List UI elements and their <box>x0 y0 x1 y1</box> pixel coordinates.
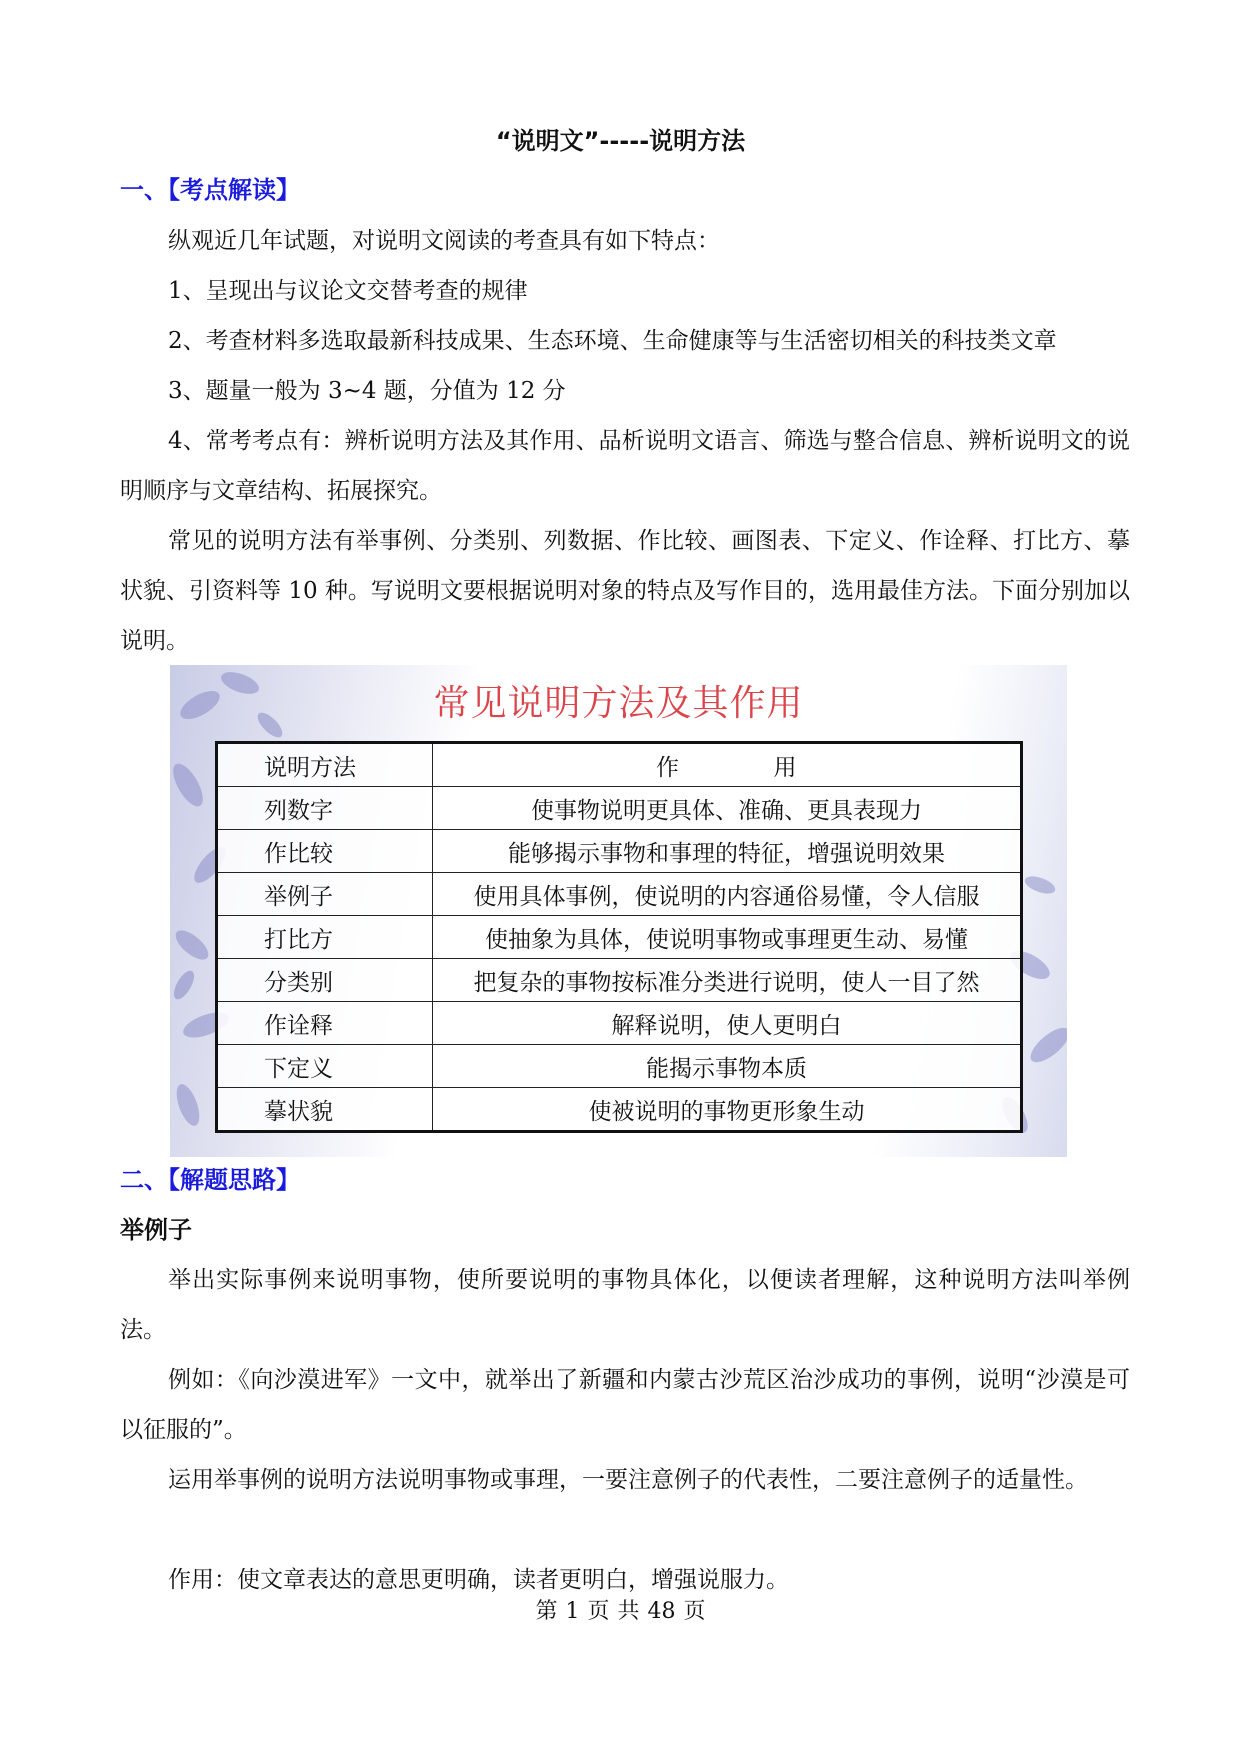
footer-total-pages: 48 <box>647 1599 676 1624</box>
page-footer <box>0 1596 1241 1628</box>
method-name-cell: 列数字 <box>217 787 433 830</box>
method-name-cell: 下定义 <box>217 1045 433 1088</box>
method-effect-cell: 使用具体事例，使说明的内容通俗易懂，令人信服 <box>433 873 1022 916</box>
table-row <box>217 830 1022 873</box>
method-effect-cell: 能够揭示事物和事理的特征，增强说明效果 <box>433 830 1022 873</box>
table-row <box>217 1002 1022 1045</box>
table-header-cell: 作 用 <box>433 743 1022 787</box>
paragraph: 纵观近几年试题，对说明文阅读的考查具有如下特点： <box>168 228 720 254</box>
table-header-row <box>217 743 1022 787</box>
footer-total-word: 共 <box>617 1599 640 1624</box>
method-effect-cell: 把复杂的事物按标准分类进行说明，使人一目了然 <box>433 959 1022 1002</box>
method-name-cell: 分类别 <box>217 959 433 1002</box>
method-effect-cell: 使事物说明更具体、准确、更具表现力 <box>433 787 1022 830</box>
table-row <box>217 787 1022 830</box>
method-name-cell: 作诠释 <box>217 1002 433 1045</box>
table-row <box>217 873 1022 916</box>
footer-prefix: 第 <box>535 1599 558 1624</box>
table-row <box>217 1045 1022 1088</box>
section-heading-exam-points: 一、【考点解读】 <box>120 176 300 204</box>
paragraph: 运用举事例的说明方法说明事物或事理，一要注意例子的代表性，二要注意例子的适量性。 <box>168 1467 1088 1493</box>
table-row <box>217 1088 1022 1132</box>
methods-table <box>215 741 1023 1133</box>
method-effect-cell: 使抽象为具体，使说明事物或事理更生动、易懂 <box>433 916 1022 959</box>
paragraph: 举出实际事例来说明事物，使所要说明的事物具体化，以便读者理解，这种说明方法叫举例法。 <box>120 1267 1130 1343</box>
method-name-cell: 作比较 <box>217 830 433 873</box>
method-name-cell: 打比方 <box>217 916 433 959</box>
methods-figure <box>170 665 1067 1157</box>
paragraph: 作用：使文章表达的意思更明确，读者更明白，增强说服力。 <box>168 1567 789 1593</box>
method-effect-cell: 使被说明的事物更形象生动 <box>433 1088 1022 1132</box>
table-header-cell: 说明方法 <box>217 743 433 787</box>
paragraph: 4、常考考点有：辨析说明方法及其作用、品析说明文语言、筛选与整合信息、辨析说明文的说明顺序与文章结构、拓展探究。 <box>120 428 1130 504</box>
method-name-cell: 摹状貌 <box>217 1088 433 1132</box>
table-row <box>217 959 1022 1002</box>
paragraph: 2、考查材料多选取最新科技成果、生态环境、生命健康等与生活密切相关的科技类文章 <box>168 328 1057 354</box>
paragraph: 3、题量一般为 3~4 题，分值为 12 分 <box>168 378 566 404</box>
document-title: “说明文”-----说明方法 <box>495 127 746 155</box>
table-row <box>217 916 1022 959</box>
method-effect-cell: 能揭示事物本质 <box>433 1045 1022 1088</box>
footer-suffix: 页 <box>683 1599 706 1624</box>
section-heading-solution-ideas: 二、【解题思路】 <box>120 1166 300 1194</box>
paragraph: 1、呈现出与议论文交替考查的规律 <box>168 278 528 304</box>
subsection-heading: 举例子 <box>120 1216 192 1244</box>
paragraph: 常见的说明方法有举事例、分类别、列数据、作比较、画图表、下定义、作诠释、打比方、摹状貌、引资料等 10 种。写说明文要根据说明对象的特点及写作目的，选用最佳方法。下面分别加以说明。 <box>120 528 1130 654</box>
footer-current-page: 1 <box>565 1599 580 1624</box>
method-effect-cell: 解释说明，使人更明白 <box>433 1002 1022 1045</box>
paragraph: 例如：《向沙漠进军》一文中，就举出了新疆和内蒙古沙荒区治沙成功的事例，说明“沙漠是可以征服的”。 <box>120 1367 1130 1443</box>
method-name-cell: 举例子 <box>217 873 433 916</box>
figure-title: 常见说明方法及其作用 <box>433 683 804 724</box>
footer-page-word: 页 <box>587 1599 610 1624</box>
